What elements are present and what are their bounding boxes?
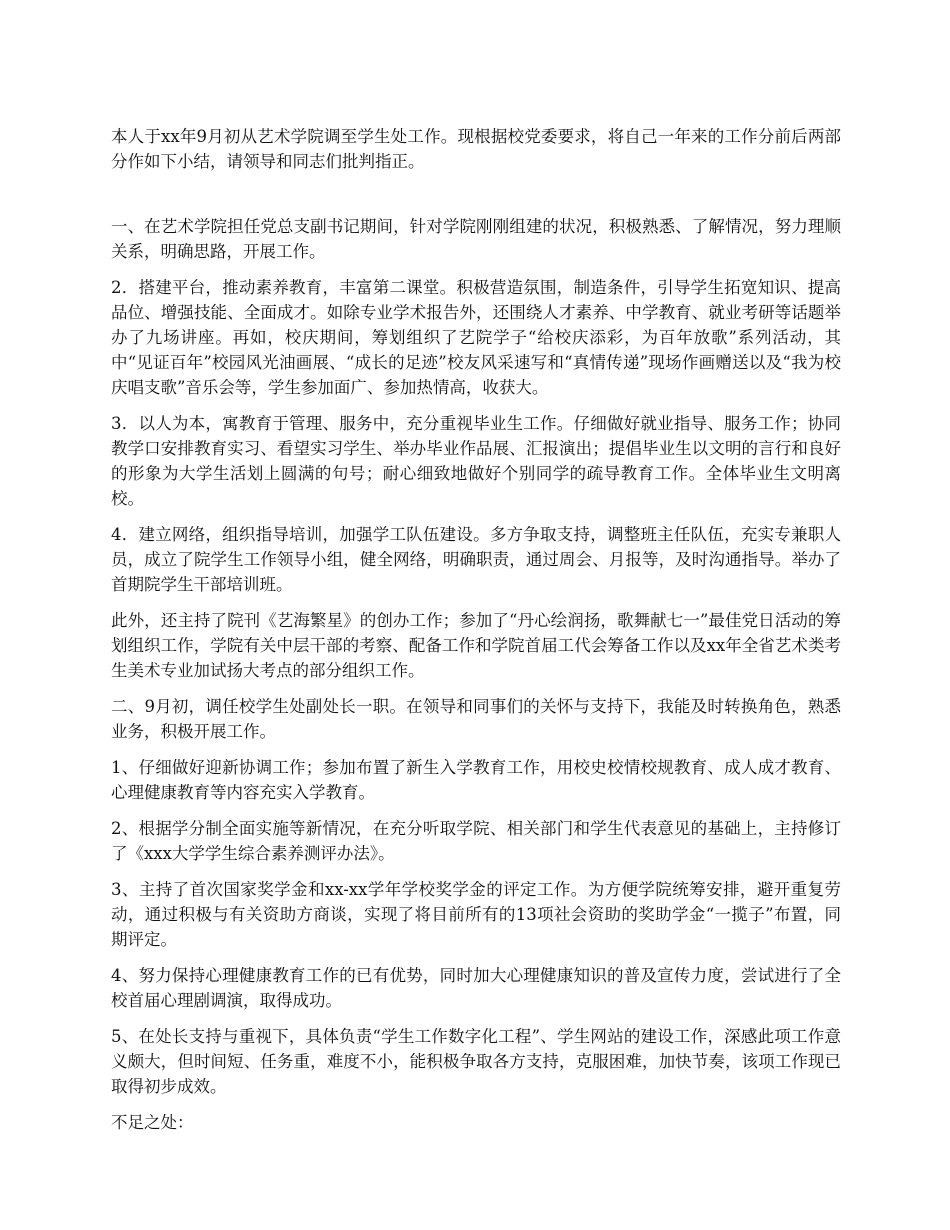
paragraph-list-5: 5、在处长支持与重视下，具体负责“学生工作数字化工程”、学生网站的建设工作，深感此项工作意义颇大，但时间短、任务重，难度不小，能积极争取各方支持，克服困难，加快节奏，该项工作现已取得初步成效。 xyxy=(111,1027,841,1096)
paragraph-item-3: 3．以人为本，寓教育于管理、服务中，充分重视毕业生工作。仔细做好就业指导、服务工作；协同教学口安排教育实习、看望实习学生、举办毕业作品展、汇报演出；提倡毕业生以文明的言行和良好的形象为大学生活划上圆满的句号；耐心细致地做好个别同学的疏导教育工作。全体毕业生文明离校。 xyxy=(111,414,841,508)
paragraph-list-1: 1、仔细做好迎新协调工作；参加布置了新生入学教育工作，用校史校情校规教育、成人成才教育、心理健康教育等内容充实入学教育。 xyxy=(111,758,841,802)
paragraph-item-2: 2．搭建平台，推动素养教育，丰富第二课堂。积极营造氛围，制造条件，引导学生拓宽知识、提高品位、增强技能、全面成才。如除专业学术报告外，还围绕人才素养、中学教育、就业考研等话题举办了九场讲座。再如，校庆期间，筹划组织了艺院学子“给校庆添彩，为百年放歌”系列活动，其中“见证百年”校园风光油画展、“成长的足迹”校友风采速写和“真情传递”现场作画赠送以及“我为校庆唱支歌”音乐会等，学生参加面广、参加热情高，收获大。 xyxy=(111,278,841,397)
paragraph-intro: 本人于xx年9月初从艺术学院调至学生处工作。现根据校党委要求，将自己一年来的工作分前后两部分作如下小结，请领导和同志们批判指正。 xyxy=(111,127,841,171)
paragraph-shortcomings: 不足之处： xyxy=(111,1113,194,1132)
paragraph-section-one: 一、在艺术学院担任党总支副书记期间，针对学院刚刚组建的状况，积极熟悉、了解情况，努力理顺关系，明确思路，开展工作。 xyxy=(111,217,841,261)
paragraph-section-two: 二、9月初，调任校学生处副处长一职。在领导和同事们的关怀与支持下，我能及时转换角色，熟悉业务，积极开展工作。 xyxy=(111,697,841,741)
paragraph-item-4: 4．建立网络，组织指导培训，加强学工队伍建设。多方争取支持，调整班主任队伍，充实专兼职人员，成立了院学生工作领导小组，健全网络，明确职责，通过周会、月报等，及时沟通指导。举办了首期院学生干部培训班。 xyxy=(111,525,841,594)
paragraph-list-2: 2、根据学分制全面实施等新情况，在充分听取学院、相关部门和学生代表意见的基础上，主持修订了《xxx大学学生综合素养测评办法》。 xyxy=(111,819,841,863)
paragraph-list-3: 3、主持了首次国家奖学金和xx-xx学年学校奖学金的评定工作。为方便学院统筹安排，避开重复劳动，通过积极与有关资助方商谈，实现了将目前所有的13项社会资助的奖助学金“一揽子”布置，同期评定。 xyxy=(111,880,841,949)
document-body xyxy=(111,124,841,1146)
paragraph-list-4: 4、努力保持心理健康教育工作的已有优势，同时加大心理健康知识的普及宣传力度，尝试进行了全校首届心理剧调演，取得成功。 xyxy=(111,966,841,1010)
paragraph-additional: 此外，还主持了院刊《艺海繁星》的创办工作；参加了“丹心绘润扬，歌舞献七一”最佳党日活动的筹划组织工作，学院有关中层干部的考察、配备工作和学院首届工代会筹备工作以及xx年全省艺术类考生美术专业加试扬大考点的部分组织工作。 xyxy=(111,611,841,680)
